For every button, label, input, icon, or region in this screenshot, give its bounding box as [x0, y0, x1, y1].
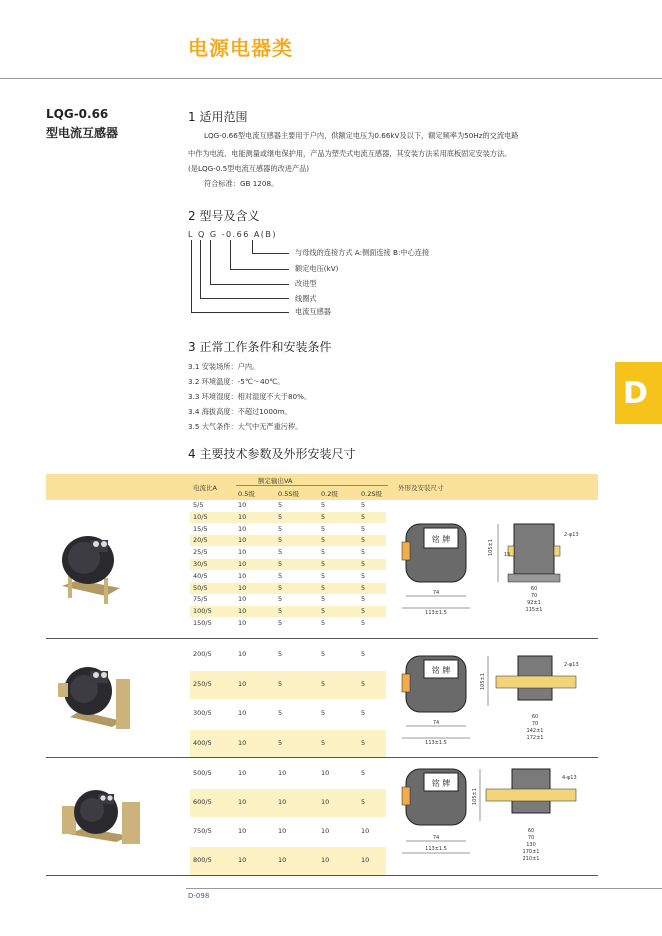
dim-label: 70	[531, 721, 539, 727]
legend-ct: 电流互感器	[295, 307, 331, 316]
table-cell-value: 10	[238, 595, 247, 604]
dimension-drawing-1	[400, 516, 596, 616]
table-cell-value: 5	[361, 512, 366, 521]
legend-connector	[230, 269, 289, 270]
dim-label: 170±1	[522, 849, 540, 855]
table-cell-value: 5	[278, 524, 283, 533]
row-highlight	[190, 789, 386, 817]
legend-improved: 改进型	[295, 279, 317, 288]
table-cell-value: 5	[321, 536, 326, 545]
table-cell-value: 10	[278, 769, 287, 777]
section1-line1: LQG-0.66型电流互感器主要用于户内，供额定电压为0.66kV及以下，额定频率为50Hz的交流电路	[204, 131, 519, 140]
table-cell-ratio: 400/5	[193, 738, 212, 747]
product-photo-1	[56, 520, 124, 608]
row-highlight	[190, 559, 386, 570]
section1-line3: (是LQG-0.5型电流互感器的改进产品)	[188, 164, 310, 173]
product-photo-2	[56, 655, 136, 735]
table-cell-ratio: 10/5	[193, 512, 208, 521]
table-cell-value: 10	[238, 512, 247, 521]
row-highlight	[190, 535, 386, 546]
table-cell-value: 10	[238, 738, 247, 747]
table-cell-value: 5	[321, 571, 326, 580]
dim-label: 113±1.5	[425, 740, 447, 745]
product-model: LQG-0.66	[46, 107, 109, 121]
legend-connector	[191, 240, 192, 312]
table-cell-value: 10	[278, 827, 287, 835]
table-cell-value: 5	[361, 524, 366, 533]
row-highlight	[190, 847, 386, 875]
condition-item: 3.1 安装场所：户内。	[188, 362, 260, 371]
table-cell-value: 10	[238, 560, 247, 568]
dim-label: 2-φ13	[564, 662, 579, 668]
dimension-drawing-3	[398, 765, 596, 870]
nameplate-label: 铭 牌	[431, 666, 451, 675]
table-cell-ratio: 150/5	[193, 619, 212, 627]
legend-coil: 线圈式	[295, 294, 317, 303]
nameplate-label: 铭 牌	[431, 535, 451, 544]
table-cell-value: 5	[361, 798, 366, 806]
table-cell-value: 5	[321, 650, 326, 658]
col-class: 0.2S级	[361, 490, 382, 498]
table-cell-value: 10	[238, 501, 247, 509]
table-cell-value: 5	[321, 595, 326, 604]
table-cell-ratio: 300/5	[193, 709, 212, 717]
table-cell-ratio: 750/5	[193, 827, 212, 835]
legend-voltage: 额定电压(kV)	[295, 264, 339, 273]
dim-label: 172±1	[526, 735, 544, 741]
table-cell-value: 5	[361, 709, 366, 717]
table-cell-value: 5	[278, 650, 283, 658]
table-cell-value: 5	[361, 501, 366, 509]
table-cell-value: 5	[321, 738, 326, 747]
col-class: 0.5级	[238, 490, 255, 498]
table-cell-value: 10	[238, 524, 247, 533]
page-title: 电源电器类	[188, 36, 293, 60]
legend-connection: 与母线的连接方式 A:侧面连接 B:中心连接	[295, 248, 430, 257]
table-cell-value: 5	[278, 512, 283, 521]
table-cell-value: 10	[238, 679, 247, 688]
dim-label: 60	[527, 828, 535, 834]
condition-item: 3.5 大气条件：大气中无严重污秽。	[188, 422, 303, 431]
section3-title: 3 正常工作条件和安装条件	[188, 340, 332, 354]
dim-label: 15	[504, 552, 511, 558]
table-cell-value: 5	[321, 679, 326, 688]
dim-label: 74	[432, 720, 440, 726]
table-cell-value: 10	[238, 548, 247, 557]
dim-label: 74	[432, 590, 440, 596]
dim-label: 105±1	[488, 539, 494, 556]
col-ratio: 电流比A	[193, 484, 217, 492]
dim-label: 2-φ13	[564, 532, 579, 538]
table-cell-value: 10	[321, 856, 330, 864]
table-cell-value: 5	[361, 571, 366, 580]
row-highlight	[190, 583, 386, 594]
table-cell-value: 10	[238, 607, 247, 616]
row-highlight	[190, 671, 386, 699]
table-cell-value: 10	[278, 798, 287, 806]
col-class: 0.5S级	[278, 490, 299, 498]
footer-divider	[186, 888, 662, 889]
section1-line2: 中作为电流、电能测量或继电保护用，产品为塑壳式电流互感器，其安装方法采用底板固定安装方法。	[188, 149, 512, 158]
table-cell-value: 10	[238, 856, 247, 864]
table-cell-ratio: 100/5	[193, 607, 212, 616]
table-cell-value: 10	[361, 827, 370, 835]
table-cell-ratio: 200/5	[193, 650, 212, 658]
table-cell-value: 5	[361, 769, 366, 777]
header-divider	[0, 78, 662, 79]
dim-label: 130	[526, 842, 536, 848]
section1-line4: 符合标准：GB 1208。	[204, 179, 279, 188]
table-cell-value: 5	[361, 560, 366, 568]
table-cell-value: 5	[278, 595, 283, 604]
table-cell-ratio: 15/5	[193, 524, 208, 533]
table-cell-value: 5	[278, 607, 283, 616]
table-cell-value: 10	[238, 798, 247, 806]
dim-label: 115±1	[525, 607, 543, 613]
legend-connector	[200, 298, 289, 299]
section1-title: 1 适用范围	[188, 110, 248, 124]
model-code: L Q G -0.66 A(B)	[188, 230, 278, 239]
table-cell-value: 5	[321, 560, 326, 568]
table-cell-value: 5	[361, 548, 366, 557]
table-cell-ratio: 5/5	[193, 501, 204, 509]
table-cell-value: 5	[321, 501, 326, 509]
group-divider	[46, 638, 598, 639]
table-cell-value: 5	[278, 501, 283, 509]
table-cell-value: 5	[278, 619, 283, 627]
dim-label: 105±1	[472, 788, 478, 805]
legend-connector	[252, 253, 289, 254]
dim-label: 92±1	[527, 600, 541, 606]
table-cell-value: 10	[238, 619, 247, 627]
table-cell-value: 5	[321, 709, 326, 717]
dim-label: 4-φ13	[562, 775, 577, 781]
table-cell-value: 5	[278, 536, 283, 545]
dim-label: 74	[432, 835, 440, 841]
table-cell-ratio: 75/5	[193, 595, 208, 604]
product-name: 型电流互感器	[46, 126, 119, 140]
col-output: 额定输出VA	[258, 477, 293, 485]
table-cell-value: 10	[238, 709, 247, 717]
table-cell-value: 5	[321, 548, 326, 557]
legend-connector	[200, 240, 201, 298]
table-cell-ratio: 40/5	[193, 571, 208, 580]
product-photo-3	[58, 780, 148, 850]
dim-label: 142±1	[526, 728, 544, 734]
group-divider	[46, 757, 598, 758]
section-tab-letter: D	[623, 376, 648, 411]
table-cell-value: 10	[278, 856, 287, 864]
table-cell-value: 10	[321, 798, 330, 806]
dim-label: 70	[527, 835, 535, 841]
dim-label: 105±1	[480, 673, 486, 690]
legend-connector	[230, 240, 231, 269]
table-cell-value: 5	[278, 571, 283, 580]
table-cell-value: 10	[238, 827, 247, 835]
table-cell-ratio: 50/5	[193, 583, 208, 592]
legend-connector	[210, 284, 289, 285]
table-cell-value: 10	[238, 769, 247, 777]
col-drawing: 外形及安装尺寸	[398, 484, 444, 492]
dim-label: 70	[530, 593, 538, 599]
table-cell-value: 5	[321, 512, 326, 521]
table-cell-value: 10	[321, 769, 330, 777]
table-cell-value: 5	[361, 536, 366, 545]
section2-title: 2 型号及含义	[188, 209, 260, 223]
header-divider	[236, 485, 388, 486]
table-cell-value: 5	[278, 548, 283, 557]
dim-label: 113±1.5	[425, 610, 447, 616]
table-cell-ratio: 500/5	[193, 769, 212, 777]
table-cell-value: 5	[278, 583, 283, 592]
table-cell-value: 5	[278, 560, 283, 568]
table-cell-ratio: 600/5	[193, 798, 212, 806]
dim-label: 60	[530, 586, 538, 592]
table-cell-ratio: 20/5	[193, 536, 208, 545]
table-cell-ratio: 25/5	[193, 548, 208, 557]
table-cell-value: 10	[238, 571, 247, 580]
condition-item: 3.2 环境温度：-5℃～40℃。	[188, 377, 285, 386]
row-highlight	[190, 606, 386, 617]
table-cell-value: 5	[361, 679, 366, 688]
row-highlight	[190, 512, 386, 523]
table-cell-ratio: 250/5	[193, 679, 212, 688]
nameplate-label: 铭 牌	[431, 779, 451, 788]
table-cell-value: 5	[361, 738, 366, 747]
section4-title: 4 主要技术参数及外形安装尺寸	[188, 447, 356, 461]
table-cell-value: 10	[238, 650, 247, 658]
dim-label: 113±1.5	[425, 846, 447, 852]
table-cell-value: 5	[321, 524, 326, 533]
table-cell-value: 5	[321, 619, 326, 627]
table-cell-value: 10	[361, 856, 370, 864]
table-cell-ratio: 800/5	[193, 856, 212, 864]
condition-item: 3.4 海拔高度：不超过1000m。	[188, 407, 292, 416]
table-cell-value: 5	[361, 607, 366, 616]
legend-connector	[210, 240, 211, 284]
legend-connector	[252, 240, 253, 253]
table-cell-value: 5	[278, 738, 283, 747]
table-cell-ratio: 30/5	[193, 560, 208, 568]
table-cell-value: 5	[278, 679, 283, 688]
dimension-drawing-2	[400, 650, 596, 745]
table-cell-value: 5	[361, 619, 366, 627]
col-class: 0.2级	[321, 490, 338, 498]
table-cell-value: 5	[361, 583, 366, 592]
page-number: D-098	[188, 892, 210, 900]
table-cell-value: 5	[321, 607, 326, 616]
row-highlight	[190, 730, 386, 758]
table-cell-value: 5	[361, 650, 366, 658]
table-cell-value: 5	[321, 583, 326, 592]
table-cell-value: 5	[361, 595, 366, 604]
dim-label: 60	[531, 714, 539, 720]
dim-label: 210±1	[522, 856, 540, 862]
table-cell-value: 10	[238, 583, 247, 592]
table-cell-value: 10	[321, 827, 330, 835]
table-cell-value: 10	[238, 536, 247, 545]
legend-connector	[191, 312, 289, 313]
condition-item: 3.3 环境湿度：相对湿度不大于80%。	[188, 392, 312, 401]
table-cell-value: 5	[278, 709, 283, 717]
group-divider	[46, 875, 598, 876]
